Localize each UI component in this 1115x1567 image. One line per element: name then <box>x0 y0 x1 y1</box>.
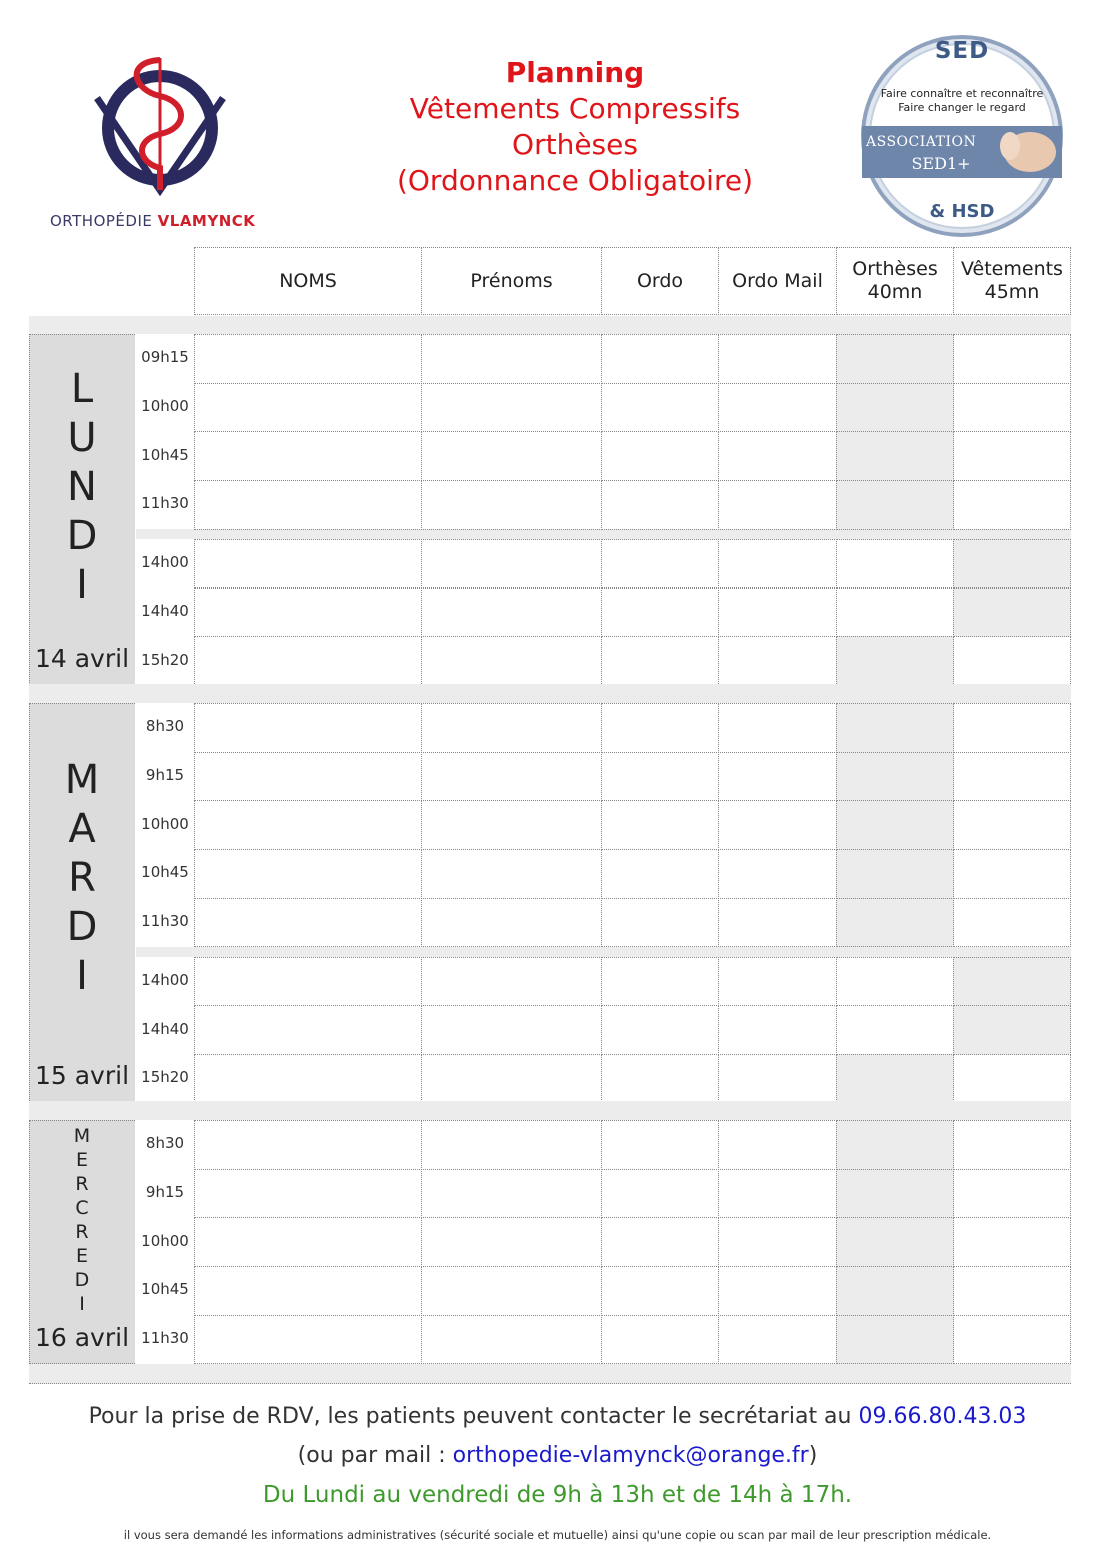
table-cell[interactable] <box>718 1054 837 1104</box>
day-date: 15 avril <box>34 1061 130 1090</box>
table-cell[interactable] <box>601 1315 719 1365</box>
table-cell[interactable] <box>601 1217 719 1267</box>
day-letter: M <box>73 1125 91 1147</box>
table-cell[interactable] <box>194 1217 422 1267</box>
header-vetements-label: Vêtements <box>961 258 1063 280</box>
table-bottom <box>29 1364 1071 1384</box>
table-cell[interactable] <box>953 752 1071 802</box>
time-slot: 10h00 <box>141 397 189 416</box>
table-cell[interactable] <box>836 800 954 850</box>
table-cell[interactable] <box>718 480 837 530</box>
table-cell[interactable] <box>421 480 602 530</box>
time-slot: 10h00 <box>141 1231 189 1250</box>
table-cell[interactable] <box>718 539 837 589</box>
table-cell[interactable] <box>836 1005 954 1055</box>
table-cell[interactable] <box>601 1266 719 1316</box>
table-cell[interactable] <box>836 752 954 802</box>
title-planning: Planning <box>505 56 645 89</box>
table-cell[interactable] <box>421 636 602 686</box>
day-letter: N <box>67 464 97 510</box>
time-slot: 9h15 <box>145 1183 185 1202</box>
footer-mail-prefix: (ou par mail : <box>297 1443 453 1468</box>
table-cell[interactable] <box>836 898 954 948</box>
page-title <box>330 55 820 199</box>
table-cell[interactable] <box>718 957 837 1007</box>
day-letter: E <box>75 1245 88 1267</box>
table-cell[interactable] <box>718 752 837 802</box>
table-cell[interactable] <box>718 383 837 433</box>
day-letter: M <box>64 757 100 803</box>
table-cell[interactable] <box>953 1005 1071 1055</box>
table-cell[interactable] <box>421 849 602 899</box>
day-letter: I <box>76 953 88 999</box>
header-prenoms-label: Prénoms <box>470 269 553 292</box>
footer-mail <box>0 1443 1115 1468</box>
table-cell[interactable] <box>601 1005 719 1055</box>
table-cell[interactable] <box>194 334 422 384</box>
time-slot: 11h30 <box>141 494 189 513</box>
table-cell[interactable] <box>836 703 954 753</box>
table-cell[interactable] <box>836 588 954 638</box>
table-cell[interactable] <box>953 898 1071 948</box>
header-ordo-mail <box>718 247 837 315</box>
table-cell[interactable] <box>718 1169 837 1219</box>
day-date: 14 avril <box>34 644 130 673</box>
table-cell[interactable] <box>194 898 422 948</box>
table-cell[interactable] <box>601 334 719 384</box>
table-cell[interactable] <box>421 898 602 948</box>
table-cell[interactable] <box>194 1120 422 1170</box>
table-cell[interactable] <box>836 1120 954 1170</box>
table-cell[interactable] <box>421 334 602 384</box>
lunch-separator <box>136 529 1071 539</box>
table-cell[interactable] <box>194 1005 422 1055</box>
table-cell[interactable] <box>953 1054 1071 1104</box>
table-cell[interactable] <box>953 1217 1071 1267</box>
table-cell[interactable] <box>194 1315 422 1365</box>
table-cell[interactable] <box>718 431 837 481</box>
badge-line1: Faire connaître et reconnaître <box>880 87 1044 100</box>
table-cell[interactable] <box>953 1266 1071 1316</box>
badge-top-text: SED <box>934 38 990 64</box>
table-cell[interactable] <box>836 1054 954 1104</box>
footer-hours: Du Lundi au vendredi de 9h à 13h et de 14h à 17h. <box>262 1482 853 1508</box>
time-slot: 14h40 <box>141 1019 189 1038</box>
day-letter: C <box>75 1197 89 1219</box>
table-cell[interactable] <box>194 1054 422 1104</box>
footer-phone[interactable]: 09.66.80.43.03 <box>858 1404 1027 1429</box>
table-cell[interactable] <box>718 1315 837 1365</box>
table-cell[interactable] <box>836 480 954 530</box>
brand-part1: ORTHOPÉDIE <box>50 212 153 230</box>
table-cell[interactable] <box>953 1120 1071 1170</box>
table-cell[interactable] <box>718 703 837 753</box>
day-separator <box>29 316 1071 334</box>
table-cell[interactable] <box>718 1266 837 1316</box>
time-slot: 09h15 <box>141 348 189 367</box>
table-cell[interactable] <box>836 539 954 589</box>
table-cell[interactable] <box>836 431 954 481</box>
table-cell[interactable] <box>421 703 602 753</box>
table-cell[interactable] <box>601 703 719 753</box>
table-cell[interactable] <box>421 383 602 433</box>
table-cell[interactable] <box>601 636 719 686</box>
table-cell[interactable] <box>836 1217 954 1267</box>
header-ortheses-label: Orthèses <box>852 258 938 280</box>
table-cell[interactable] <box>718 588 837 638</box>
table-cell[interactable] <box>836 1169 954 1219</box>
table-cell[interactable] <box>601 431 719 481</box>
table-cell[interactable] <box>718 898 837 948</box>
badge-line2: Faire changer le regard <box>898 101 1026 114</box>
table-cell[interactable] <box>194 800 422 850</box>
table-cell[interactable] <box>953 1169 1071 1219</box>
table-cell[interactable] <box>836 1266 954 1316</box>
table-cell[interactable] <box>601 539 719 589</box>
table-cell[interactable] <box>718 800 837 850</box>
title-line2: Vêtements Compressifs <box>409 92 741 125</box>
header-ordo-label: Ordo <box>636 269 684 292</box>
table-cell[interactable] <box>601 800 719 850</box>
table-cell[interactable] <box>953 703 1071 753</box>
time-slot: 11h30 <box>141 1329 189 1348</box>
orthopedie-logo-icon <box>85 50 235 200</box>
table-cell[interactable] <box>836 1315 954 1365</box>
header-ortheses <box>836 247 954 315</box>
table-cell[interactable] <box>836 849 954 899</box>
day-letter: D <box>66 513 98 559</box>
header-ordo-mail-label: Ordo Mail <box>732 269 823 292</box>
table-cell[interactable] <box>421 431 602 481</box>
table-cell[interactable] <box>194 383 422 433</box>
time-slot: 8h30 <box>145 717 185 736</box>
badge-association: ASSOCIATION <box>866 134 977 150</box>
table-cell[interactable] <box>953 539 1071 589</box>
table-cell[interactable] <box>953 800 1071 850</box>
day-letter: I <box>79 1293 85 1315</box>
day-letter: R <box>75 1173 89 1195</box>
table-cell[interactable] <box>421 539 602 589</box>
header-ordo <box>601 247 719 315</box>
table-cell[interactable] <box>194 636 422 686</box>
day-letter: D <box>66 904 98 950</box>
brand-part2: VLAMYNCK <box>157 212 256 230</box>
table-cell[interactable] <box>194 1266 422 1316</box>
footer-note: il vous sera demandé les informations administratives (sécurité sociale et mutuelle) ainsi qu'une copie ou scan par mail de leur prescription médicale. <box>123 1528 992 1542</box>
time-slot: 10h45 <box>141 445 189 464</box>
table-cell[interactable] <box>836 334 954 384</box>
table-cell[interactable] <box>718 1217 837 1267</box>
day-letter: R <box>75 1221 89 1243</box>
footer-contact <box>0 1404 1115 1429</box>
day-letter: U <box>67 415 97 461</box>
header-noms <box>194 247 422 315</box>
time-slot: 15h20 <box>141 1068 189 1087</box>
table-cell[interactable] <box>953 334 1071 384</box>
table-cell[interactable] <box>421 1054 602 1104</box>
table-cell[interactable] <box>194 1169 422 1219</box>
table-cell[interactable] <box>194 703 422 753</box>
table-cell[interactable] <box>601 849 719 899</box>
table-cell[interactable] <box>601 898 719 948</box>
table-cell[interactable] <box>953 849 1071 899</box>
day-letter: R <box>68 855 96 901</box>
table-cell[interactable] <box>718 849 837 899</box>
table-cell[interactable] <box>601 1169 719 1219</box>
footer-contact-text: Pour la prise de RDV, les patients peuvent contacter le secrétariat au <box>88 1404 859 1429</box>
table-cell[interactable] <box>953 636 1071 686</box>
time-slot: 11h30 <box>141 912 189 931</box>
time-slot: 10h45 <box>141 1280 189 1299</box>
table-cell[interactable] <box>836 383 954 433</box>
table-cell[interactable] <box>194 752 422 802</box>
time-slot: 15h20 <box>141 650 189 669</box>
table-cell[interactable] <box>421 752 602 802</box>
header-prenoms <box>421 247 602 315</box>
day-letter: E <box>75 1149 88 1171</box>
time-slot: 10h45 <box>141 863 189 882</box>
header-vetements-duration: 45mn <box>984 281 1040 303</box>
table-cell[interactable] <box>421 1315 602 1365</box>
day-separator <box>29 1101 1071 1120</box>
table-cell[interactable] <box>194 849 422 899</box>
day-date: 16 avril <box>34 1323 130 1352</box>
time-slot: 9h15 <box>145 766 185 785</box>
day-letter: L <box>70 366 94 412</box>
table-cell[interactable] <box>601 480 719 530</box>
table-cell[interactable] <box>836 636 954 686</box>
table-cell[interactable] <box>718 334 837 384</box>
table-cell[interactable] <box>601 752 719 802</box>
table-cell[interactable] <box>836 957 954 1007</box>
table-cell[interactable] <box>194 588 422 638</box>
time-slot: 14h40 <box>141 601 189 620</box>
brand-name <box>50 212 280 230</box>
day-letter: A <box>68 806 96 852</box>
table-cell[interactable] <box>421 1266 602 1316</box>
day-letter: I <box>76 562 88 608</box>
table-cell[interactable] <box>194 539 422 589</box>
table-cell[interactable] <box>718 1005 837 1055</box>
table-cell[interactable] <box>601 383 719 433</box>
table-cell[interactable] <box>601 1120 719 1170</box>
table-cell[interactable] <box>718 1120 837 1170</box>
table-cell[interactable] <box>194 480 422 530</box>
table-cell[interactable] <box>421 1169 602 1219</box>
table-cell[interactable] <box>953 431 1071 481</box>
table-cell[interactable] <box>421 957 602 1007</box>
header-vetements <box>953 247 1071 315</box>
day-separator <box>29 684 1071 703</box>
footer-mail-suffix: ) <box>808 1443 818 1468</box>
time-slot: 14h00 <box>141 970 189 989</box>
table-cell[interactable] <box>421 800 602 850</box>
table-cell[interactable] <box>953 383 1071 433</box>
header-noms-label: NOMS <box>279 269 337 292</box>
time-slot: 14h00 <box>141 553 189 572</box>
table-cell[interactable] <box>421 1120 602 1170</box>
header-ortheses-duration: 40mn <box>867 281 923 303</box>
time-slot: 8h30 <box>145 1134 185 1153</box>
table-cell[interactable] <box>718 636 837 686</box>
table-cell[interactable] <box>421 1217 602 1267</box>
table-cell[interactable] <box>601 1054 719 1104</box>
table-cell[interactable] <box>953 480 1071 530</box>
table-cell[interactable] <box>194 431 422 481</box>
table-cell[interactable] <box>953 588 1071 638</box>
day-letter: D <box>74 1269 90 1291</box>
badge-bottom-text: & HSD <box>929 201 995 222</box>
table-cell[interactable] <box>953 957 1071 1007</box>
time-slot: 10h00 <box>141 814 189 833</box>
table-cell[interactable] <box>601 588 719 638</box>
title-line3: Orthèses <box>512 128 638 161</box>
table-cell[interactable] <box>953 1315 1071 1365</box>
lunch-separator <box>136 947 1071 957</box>
badge-sed-name: SED1+ <box>911 154 971 173</box>
table-cell[interactable] <box>421 588 602 638</box>
title-line4: (Ordonnance Obligatoire) <box>396 164 754 197</box>
table-cell[interactable] <box>421 1005 602 1055</box>
table-cell[interactable] <box>194 957 422 1007</box>
footer-email-link[interactable]: orthopedie-vlamynck@orange.fr <box>452 1443 809 1468</box>
table-cell[interactable] <box>601 957 719 1007</box>
